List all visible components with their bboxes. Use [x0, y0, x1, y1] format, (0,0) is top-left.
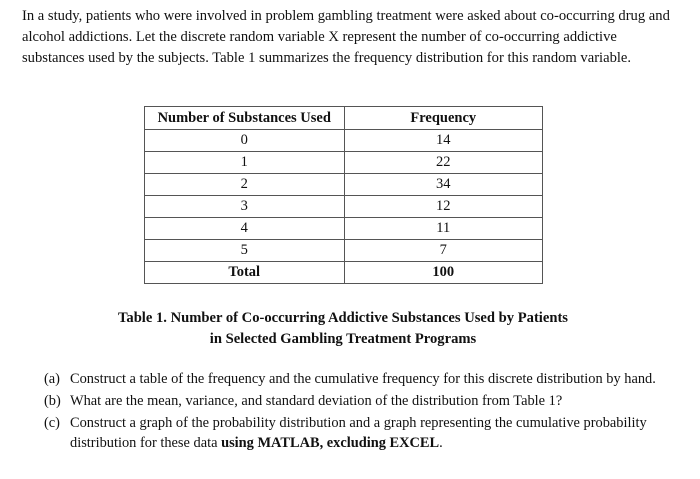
cell-substances: 3 — [145, 196, 345, 218]
header-substances: Number of Substances Used — [145, 107, 345, 130]
table-caption — [0, 308, 686, 350]
cell-substances: 2 — [145, 174, 345, 196]
question-label: (b) — [44, 393, 61, 409]
table-row — [145, 174, 543, 196]
question-item-a — [44, 369, 664, 389]
table-row — [145, 152, 543, 174]
question-list — [44, 369, 664, 455]
question-text-end: . — [439, 435, 443, 451]
cell-frequency: 34 — [344, 174, 543, 196]
question-text-emphasis: using MATLAB, excluding EXCEL — [221, 435, 440, 451]
table-total-row — [145, 262, 543, 284]
cell-frequency: 14 — [344, 130, 543, 152]
question-item-c — [44, 413, 664, 453]
question-item-b — [44, 391, 664, 411]
caption-line-1: Table 1. Number of Co-occurring Addictive Substances Used by Patients — [118, 310, 568, 326]
cell-substances: 1 — [145, 152, 345, 174]
table-header-row — [145, 107, 543, 130]
cell-frequency: 7 — [344, 240, 543, 262]
cell-substances: 4 — [145, 218, 345, 240]
table-row — [145, 130, 543, 152]
frequency-table — [144, 106, 543, 284]
cell-frequency: 11 — [344, 218, 543, 240]
cell-substances: 5 — [145, 240, 345, 262]
question-text-plain: Construct a graph of the probability distribution and a graph representing the cumulative probability distribution for these data — [70, 415, 647, 451]
intro-paragraph: In a study, patients who were involved in problem gambling treatment were asked about co-occurring drug and alcohol addictions. Let the discrete random variable X represent the number of co-occurring addictive substances used by the subjects. Table 1 summarizes the frequency distribution for this random variable. — [22, 8, 670, 66]
table-row — [145, 218, 543, 240]
table-row — [145, 196, 543, 218]
question-text: Construct a table of the frequency and the cumulative frequency for this discrete distribution by hand. — [70, 371, 656, 387]
table-row — [145, 240, 543, 262]
question-text: What are the mean, variance, and standard deviation of the distribution from Table 1? — [70, 393, 563, 409]
cell-frequency: 12 — [344, 196, 543, 218]
total-label: Total — [145, 262, 345, 284]
cell-frequency: 22 — [344, 152, 543, 174]
question-label: (c) — [44, 415, 60, 431]
question-label: (a) — [44, 371, 60, 387]
header-frequency: Frequency — [344, 107, 543, 130]
caption-line-2: in Selected Gambling Treatment Programs — [209, 331, 477, 347]
total-value: 100 — [344, 262, 543, 284]
question-text — [70, 415, 647, 451]
cell-substances: 0 — [145, 130, 345, 152]
